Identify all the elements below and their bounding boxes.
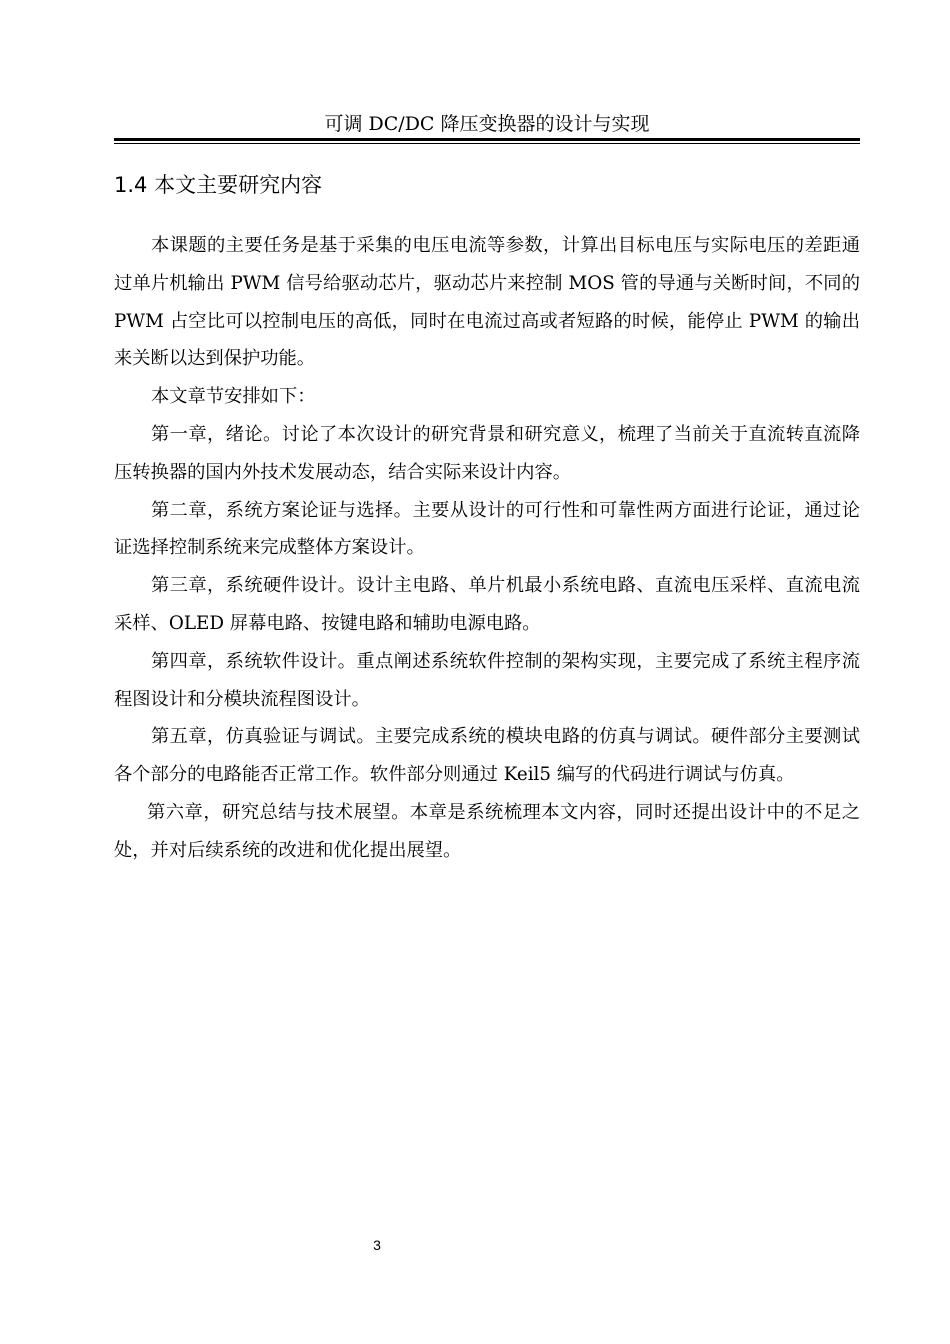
paragraph-chapter-1: 第一章，绪论。讨论了本次设计的研究背景和研究意义，梳理了当前关于直流转直流降压转换器的国内外技术发展动态，结合实际来设计内容。: [114, 423, 860, 483]
paragraph-chapter-intro: 本文章节安排如下：: [151, 386, 316, 408]
paragraph-task-overview: 本课题的主要任务是基于采集的电压电流等参数，计算出目标电压与实际电压的差距通过单片机输出 PWM 信号给驱动芯片，驱动芯片来控制 MOS 管的导通与关断时间，不同的 PWM 占空比可以控制电压的高低，同时在电流过高或者短路的时候，能停止 PWM 的输出来关断以达到保护功能。: [114, 235, 860, 370]
paragraph-chapter-4: 第四章，系统软件设计。重点阐述系统软件控制的架构实现，主要完成了系统主程序流程图设计和分模块流程图设计。: [114, 650, 860, 710]
body-text: [114, 227, 860, 870]
header-rule-thick: [114, 138, 860, 141]
paragraph-chapter-6: 第六章，研究总结与技术展望。本章是系统梳理本文内容，同时还提出设计中的不足之处，并对后续系统的改进和优化提出展望。: [114, 801, 860, 861]
header-rule-thin: [114, 143, 860, 144]
paragraph-chapter-2: 第二章，系统方案论证与选择。主要从设计的可行性和可靠性两方面进行论证，通过论证选择控制系统来完成整体方案设计。: [114, 499, 860, 559]
section-heading: 1.4 本文主要研究内容: [114, 173, 323, 197]
page-number: 3: [373, 1237, 381, 1253]
running-header: 可调 DC/DC 降压变换器的设计与实现: [324, 113, 650, 135]
paragraph-chapter-5: 第五章，仿真验证与调试。主要完成系统的模块电路的仿真与调试。硬件部分主要测试各个部分的电路能否正常工作。软件部分则通过 Keil5 编写的代码进行调试与仿真。: [114, 726, 860, 786]
paragraph-chapter-3: 第三章，系统硬件设计。设计主电路、单片机最小系统电路、直流电压采样、直流电流采样、OLED 屏幕电路、按键电路和辅助电源电路。: [114, 575, 860, 634]
